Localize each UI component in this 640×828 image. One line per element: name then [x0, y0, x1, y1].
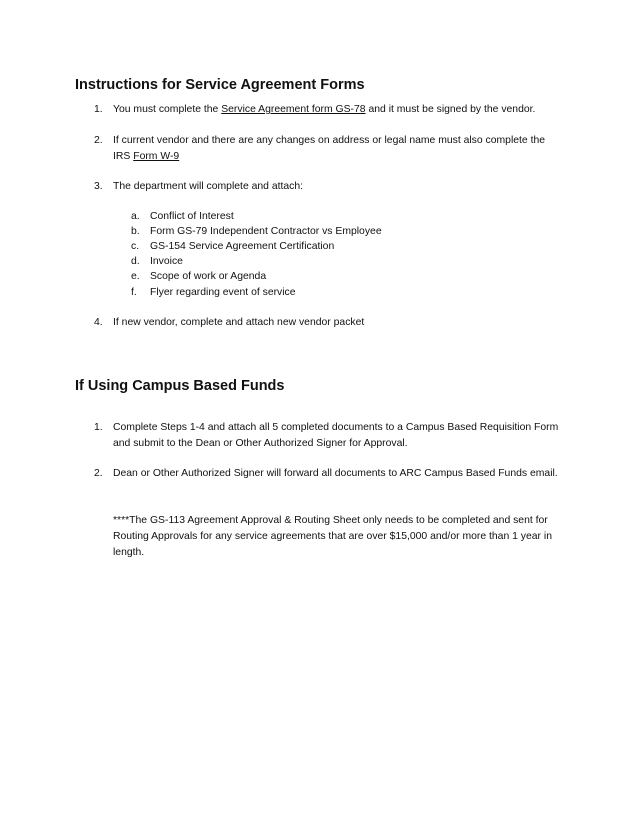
item-number: 4.	[94, 317, 103, 328]
note-line3: length.	[113, 547, 145, 558]
service-agreement-form-link[interactable]: Service Agreement form GS-78	[221, 104, 366, 115]
item-text-pre: IRS	[113, 151, 134, 162]
item-text-pre: You must complete the	[113, 104, 222, 115]
sub-item-letter: f.	[131, 287, 137, 298]
item-text-post: and it must be signed by the vendor.	[365, 104, 536, 115]
item-text-line1: Complete Steps 1-4 and attach all 5 completed documents to a Campus Based Requisition Form	[113, 422, 559, 433]
sub-item-text: Invoice	[150, 256, 183, 267]
sub-item-text: Scope of work or Agenda	[150, 271, 267, 282]
section-title-instructions: Instructions for Service Agreement Forms	[75, 77, 365, 93]
item-text-line2: and submit to the Dean or Other Authorized Signer for Approval.	[113, 438, 408, 449]
note-line2: Routing Approvals for any service agreements that are over $15,000 and/or more than 1 year in	[113, 531, 552, 542]
item-number: 2.	[94, 135, 103, 146]
note-line1: ****The GS-113 Agreement Approval & Routing Sheet only needs to be completed and sent for	[113, 515, 548, 526]
sub-item-text: Form GS-79 Independent Contractor vs Employee	[150, 226, 382, 237]
sub-item-text: GS-154 Service Agreement Certification	[150, 241, 335, 252]
sub-item-text: Conflict of Interest	[150, 211, 234, 222]
item-text: If new vendor, complete and attach new vendor packet	[113, 317, 365, 328]
sub-item-letter: b.	[131, 226, 140, 237]
item-number: 1.	[94, 422, 103, 433]
section-title-campus-funds: If Using Campus Based Funds	[75, 378, 285, 394]
item-number: 3.	[94, 181, 103, 192]
item-text: If current vendor and there are any changes on address or legal name must also complete the	[113, 135, 546, 146]
item-text: Dean or Other Authorized Signer will forward all documents to ARC Campus Based Funds email.	[113, 468, 558, 479]
item-text: The department will complete and attach:	[113, 181, 304, 192]
sub-item-letter: d.	[131, 256, 140, 267]
routing-note	[113, 513, 573, 561]
form-w9-link[interactable]: Form W-9	[133, 151, 180, 162]
sub-item-letter: c.	[131, 241, 140, 252]
sub-item-letter: e.	[131, 271, 140, 282]
sub-item-letter: a.	[131, 211, 140, 222]
item-number: 1.	[94, 104, 103, 115]
item-number: 2.	[94, 468, 103, 479]
sub-item-text: Flyer regarding event of service	[150, 287, 296, 298]
